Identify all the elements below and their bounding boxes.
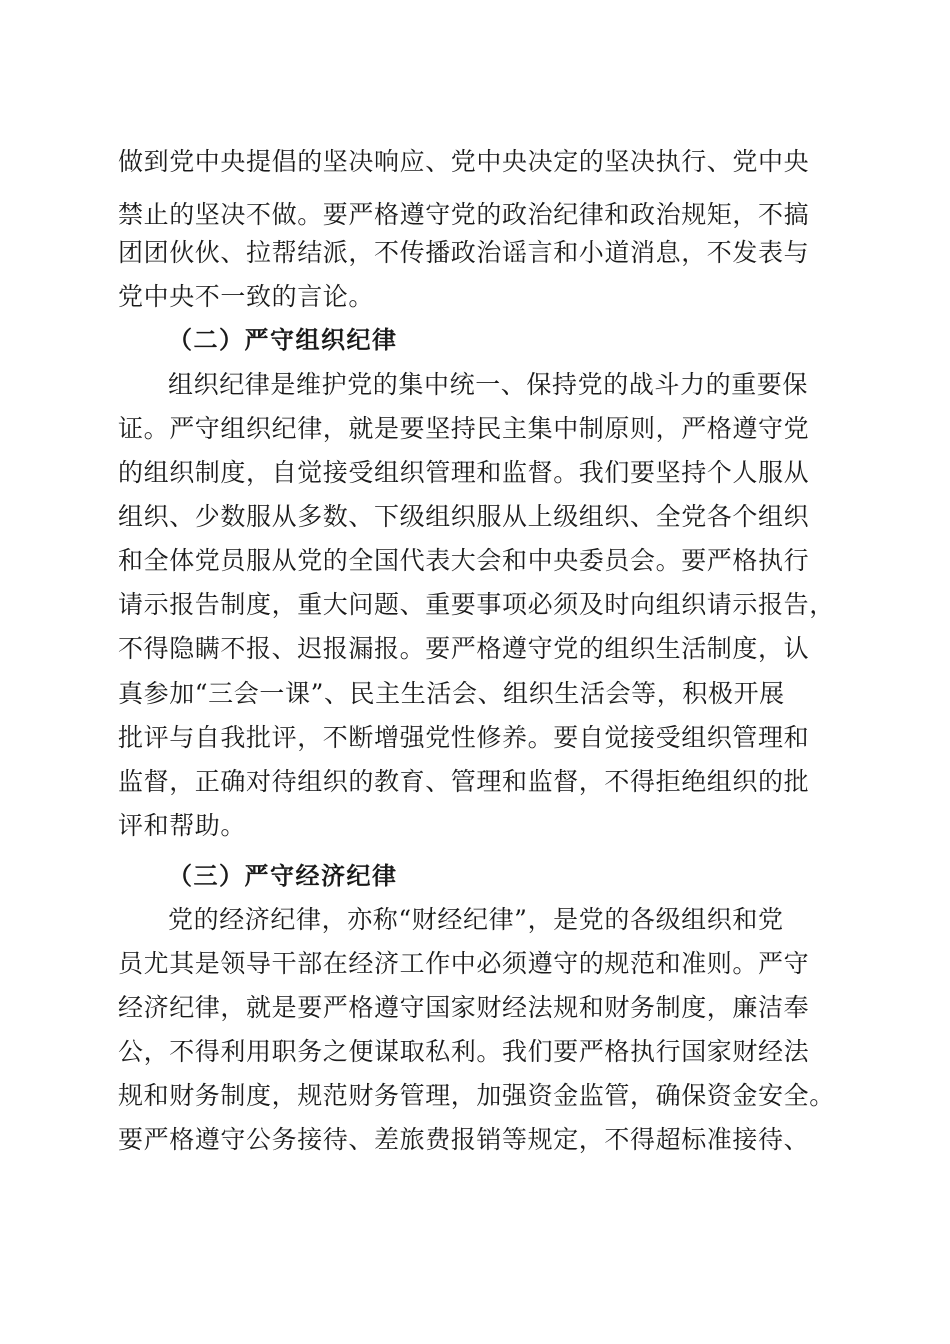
section-heading: （三）严守经济纪律 [168, 862, 398, 890]
paragraph-line: 真参加“三会一课”、民主生活会、组织生活会等，积极开展 [118, 679, 785, 708]
paragraph-line: 经济纪律，就是要严格遵守国家财经法规和财务制度，廉洁奉 [118, 993, 810, 1022]
paragraph-line: 组织、少数服从多数、下级组织服从上级组织、全党各个组织 [118, 502, 810, 531]
paragraph-line: 评和帮助。 [118, 811, 247, 840]
paragraph-line: 党中央不一致的言论。 [118, 282, 375, 311]
paragraph-line: 团团伙伙、拉帮结派，不传播政治谣言和小道消息，不发表与 [118, 238, 810, 267]
paragraph-line: 请示报告制度，重大问题、重要事项必须及时向组织请示报告， [118, 590, 835, 619]
paragraph-line: 党的经济纪律，亦称“财经纪律”，是党的各级组织和党 [168, 905, 784, 934]
paragraph-line: 禁止的坚决不做。要严格遵守党的政治纪律和政治规矩，不搞 [118, 200, 810, 229]
paragraph-line: 公，不得利用职务之便谋取私利。我们要严格执行国家财经法 [118, 1037, 810, 1066]
paragraph-line: 证。严守组织纪律，就是要坚持民主集中制原则，严格遵守党 [118, 414, 810, 443]
paragraph-line: 做到党中央提倡的坚决响应、党中央决定的坚决执行、党中央 [118, 147, 810, 176]
paragraph-line: 员尤其是领导干部在经济工作中必须遵守的规范和准则。严守 [118, 949, 810, 978]
section-heading: （二）严守组织纪律 [168, 326, 398, 354]
paragraph-line: 监督，正确对待组织的教育、管理和监督，不得拒绝组织的批 [118, 767, 810, 796]
paragraph-line: 和全体党员服从党的全国代表大会和中央委员会。要严格执行 [118, 546, 810, 575]
paragraph-line: 要严格遵守公务接待、差旅费报销等规定，不得超标准接待、 [118, 1125, 810, 1154]
paragraph-line: 规和财务制度，规范财务管理，加强资金监管，确保资金安全。 [118, 1081, 835, 1110]
paragraph-line: 组织纪律是维护党的集中统一、保持党的战斗力的重要保 [168, 370, 809, 399]
paragraph-line: 不得隐瞒不报、迟报漏报。要严格遵守党的组织生活制度，认 [118, 634, 810, 663]
paragraph-line: 批评与自我批评，不断增强党性修养。要自觉接受组织管理和 [118, 723, 810, 752]
paragraph-line: 的组织制度，自觉接受组织管理和监督。我们要坚持个人服从 [118, 458, 810, 487]
